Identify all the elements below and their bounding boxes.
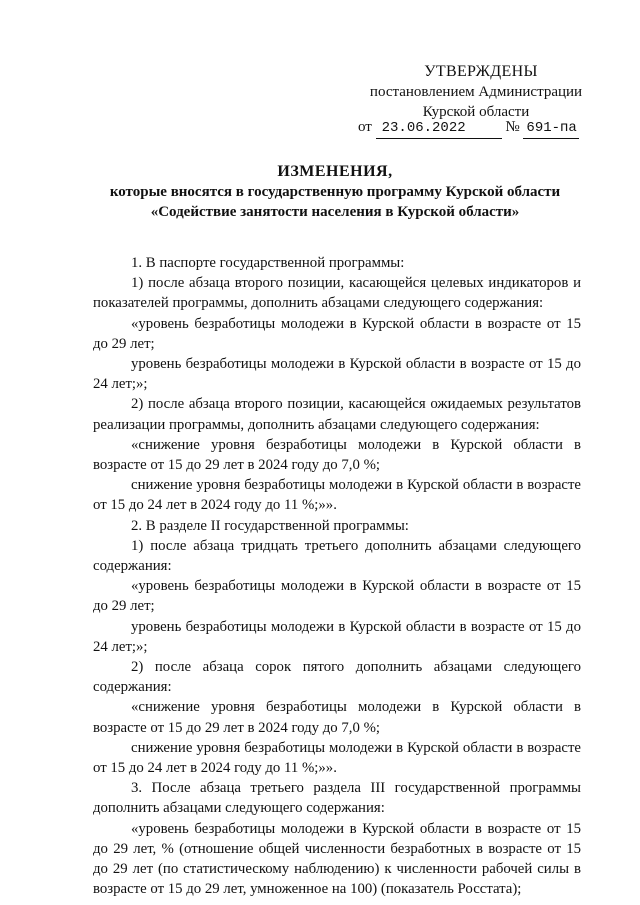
- paragraph: 2) после абзаца второго позиции, касающейся ожидаемых результатов реализации программы, дополнить абзацами следующего содержания:: [93, 396, 581, 433]
- title-line-3: «Содействие занятости населения в Курской области»: [150, 204, 520, 220]
- approval-date: 23.06.2022: [376, 118, 502, 139]
- paragraph: уровень безработицы молодежи в Курской области в возрасте от 15 до 24 лет;»;: [93, 618, 581, 655]
- approval-line-2: Курской области: [422, 104, 530, 120]
- paragraph: «уровень безработицы молодежи в Курской области в возрасте от 15 до 29 лет;: [93, 578, 581, 615]
- paragraph: снижение уровня безработицы молодежи в Курской области в возрасте от 15 до 24 лет в 2024 году до 11 %;»».: [93, 739, 581, 777]
- paragraph: 3. После абзаца третьего раздела III государственной программы дополнить абзацами следующего содержания:: [93, 780, 581, 817]
- approval-date-row: [358, 117, 588, 139]
- date-prefix: от: [358, 119, 372, 135]
- document-body: [93, 253, 581, 900]
- paragraph: 1) после абзаца тридцать третьего дополнить абзацами следующего содержания:: [93, 537, 581, 575]
- paragraph: уровень безработицы молодежи в Курской области в возрасте от 15 до 24 лет;»;: [93, 356, 581, 393]
- paragraph: 2) после абзаца сорок пятого дополнить абзацами следующего содержания:: [93, 659, 581, 696]
- approval-stamp: [356, 62, 596, 122]
- title-line-2: которые вносятся в государственную программу Курской области: [109, 184, 561, 200]
- paragraph: 2. В разделе II государственной программы:: [131, 517, 409, 534]
- paragraph: 1) после абзаца второго позиции, касающейся целевых индикаторов и показателей программы, дополнить абзацами следующего содержания:: [93, 275, 581, 312]
- title-line-1: ИЗМЕНЕНИЯ,: [277, 163, 393, 180]
- paragraph: 1. В паспорте государственной программы:: [131, 255, 405, 271]
- paragraph: «снижение уровня безработицы молодежи в Курской области в возрасте от 15 до 29 лет в 2024 году до 7,0 %;: [93, 699, 581, 736]
- number-sign: №: [505, 119, 520, 135]
- approval-line-1: постановлением Администрации: [369, 84, 583, 100]
- paragraph: снижение уровня безработицы молодежи в Курской области в возрасте от 15 до 24 лет в 2024 году до 11 %;»».: [93, 477, 581, 514]
- approval-heading: УТВЕРЖДЕНЫ: [424, 63, 538, 80]
- paragraph: «снижение уровня безработицы молодежи в Курской области в возрасте от 15 до 29 лет в 2024 году до 7,0 %;: [93, 436, 581, 474]
- approval-number: 691-па: [523, 118, 579, 139]
- document-title: [70, 162, 600, 222]
- paragraph: «уровень безработицы молодежи в Курской области в возрасте от 15 до 29 лет;: [93, 315, 581, 352]
- paragraph: «уровень безработицы молодежи в Курской области в возрасте от 15 до 29 лет, % (отношение общей численности безработных в возрасте от 15 до 29 лет (по статистическому наблюдению) к численности рабочей силы в возрасте от 15 до 29 лет, умноженное на 100) (показатель Росстата);: [93, 820, 581, 898]
